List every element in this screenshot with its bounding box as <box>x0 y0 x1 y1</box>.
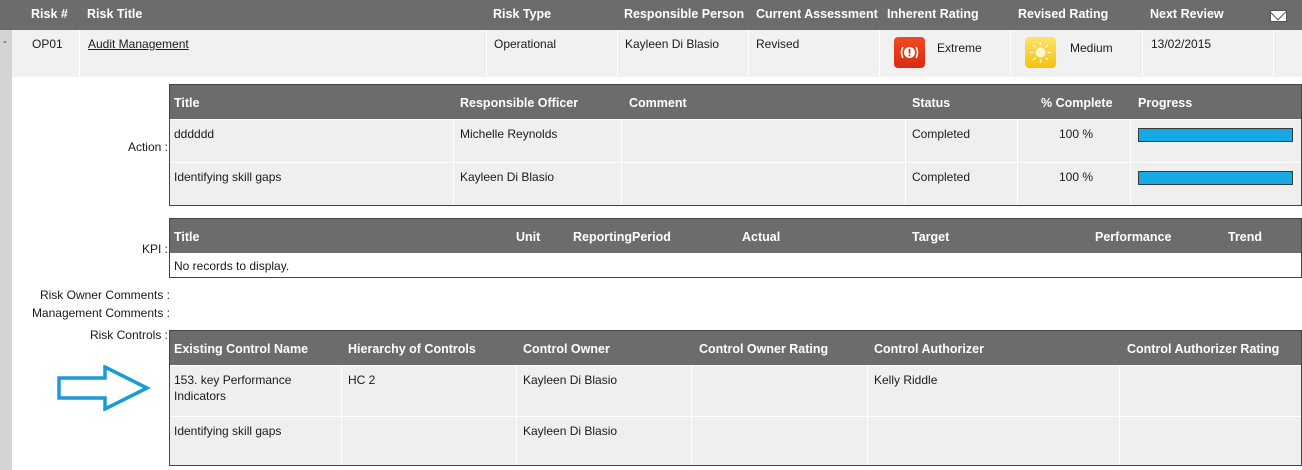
kpi-col-performance[interactable]: Performance <box>1095 230 1172 244</box>
control-name-line1: Identifying skill gaps <box>174 424 282 438</box>
kpi-grid-header <box>170 219 1301 253</box>
col-responsible-person[interactable]: Responsible Person <box>624 7 745 21</box>
col-revised-rating[interactable]: Revised Rating <box>1018 7 1109 21</box>
col-risk-title[interactable]: Risk Title <box>87 7 143 21</box>
risk-owner-comments-label: Risk Owner Comments : <box>39 288 170 302</box>
action-col-complete[interactable]: % Complete <box>1041 96 1113 110</box>
kpi-col-reporting-period[interactable]: ReportingPeriod <box>573 230 671 244</box>
inherent-rating: Extreme <box>937 41 982 55</box>
action-title: Identifying skill gaps <box>174 170 282 184</box>
action-complete: 100 % <box>1059 127 1094 141</box>
responsible-person: Kayleen Di Blasio <box>625 37 720 51</box>
kpi-col-title[interactable]: Title <box>174 230 200 244</box>
action-grid <box>169 84 1302 206</box>
sun-icon <box>1025 37 1056 68</box>
action-officer: Kayleen Di Blasio <box>460 170 555 184</box>
mail-icon[interactable] <box>1270 10 1287 22</box>
progress-fill <box>1139 129 1292 141</box>
control-name-line2: Indicators <box>174 389 227 403</box>
controls-col-owner-rating[interactable]: Control Owner Rating <box>699 342 829 356</box>
action-row[interactable] <box>170 162 1301 205</box>
action-col-comment[interactable]: Comment <box>629 96 687 110</box>
row-indicator-bar <box>0 30 12 470</box>
control-owner: Kayleen Di Blasio <box>523 424 618 438</box>
controls-col-hierarchy[interactable]: Hierarchy of Controls <box>348 342 476 356</box>
risk-type: Operational <box>494 37 557 51</box>
action-status: Completed <box>912 127 971 141</box>
current-assessment: Revised <box>756 37 800 51</box>
right-arrow-icon <box>57 365 151 411</box>
risk-controls-label: Risk Controls : <box>89 328 168 342</box>
action-label: Action : <box>127 140 168 154</box>
kpi-empty-row <box>170 253 1301 277</box>
kpi-col-actual[interactable]: Actual <box>742 230 781 244</box>
kpi-col-unit[interactable]: Unit <box>516 230 541 244</box>
kpi-col-trend[interactable]: Trend <box>1228 230 1263 244</box>
action-col-status[interactable]: Status <box>912 96 951 110</box>
col-next-review[interactable]: Next Review <box>1150 7 1224 21</box>
action-status: Completed <box>912 170 971 184</box>
action-title: dddddd <box>174 127 215 141</box>
risk-controls-grid <box>169 330 1302 466</box>
action-row[interactable] <box>170 119 1301 162</box>
control-owner: Kayleen Di Blasio <box>523 373 618 387</box>
risk-id: OP01 <box>32 37 63 51</box>
collapse-toggle[interactable]: - <box>3 36 7 48</box>
risk-grid-header <box>0 0 1302 30</box>
controls-col-owner[interactable]: Control Owner <box>523 342 610 356</box>
action-col-officer[interactable]: Responsible Officer <box>460 96 579 110</box>
control-row[interactable] <box>170 365 1301 416</box>
kpi-col-target[interactable]: Target <box>912 230 950 244</box>
kpi-label: KPI : <box>141 242 168 256</box>
col-inherent-rating[interactable]: Inherent Rating <box>887 7 979 21</box>
controls-col-authorizer[interactable]: Control Authorizer <box>874 342 984 356</box>
col-risk-number[interactable]: Risk # <box>31 7 68 21</box>
action-officer: Michelle Reynolds <box>460 127 558 141</box>
action-complete: 100 % <box>1059 170 1094 184</box>
progress-bar <box>1138 171 1293 185</box>
management-comments-label: Management Comments : <box>31 306 170 320</box>
control-row[interactable] <box>170 416 1301 465</box>
controls-grid-header <box>170 331 1301 365</box>
controls-col-authorizer-rating[interactable]: Control Authorizer Rating <box>1127 342 1280 356</box>
revised-rating: Medium <box>1070 41 1113 55</box>
next-review-date: 13/02/2015 <box>1151 37 1212 51</box>
kpi-grid <box>169 218 1302 278</box>
alarm-icon <box>894 37 925 68</box>
action-grid-header <box>170 85 1301 119</box>
kpi-empty-message: No records to display. <box>174 259 290 273</box>
controls-col-name[interactable]: Existing Control Name <box>174 342 309 356</box>
col-risk-type[interactable]: Risk Type <box>493 7 552 21</box>
risk-row[interactable] <box>12 30 1302 77</box>
action-col-title[interactable]: Title <box>174 96 200 110</box>
control-name-line1: 153. key Performance <box>174 373 292 387</box>
control-authorizer: Kelly Riddle <box>874 373 938 387</box>
action-col-progress[interactable]: Progress <box>1138 96 1193 110</box>
col-current-assessment[interactable]: Current Assessment <box>756 7 878 21</box>
progress-bar <box>1138 128 1293 142</box>
control-hierarchy: HC 2 <box>348 373 376 387</box>
risk-title-link[interactable]: Audit Management <box>88 37 189 51</box>
progress-fill <box>1139 172 1292 184</box>
